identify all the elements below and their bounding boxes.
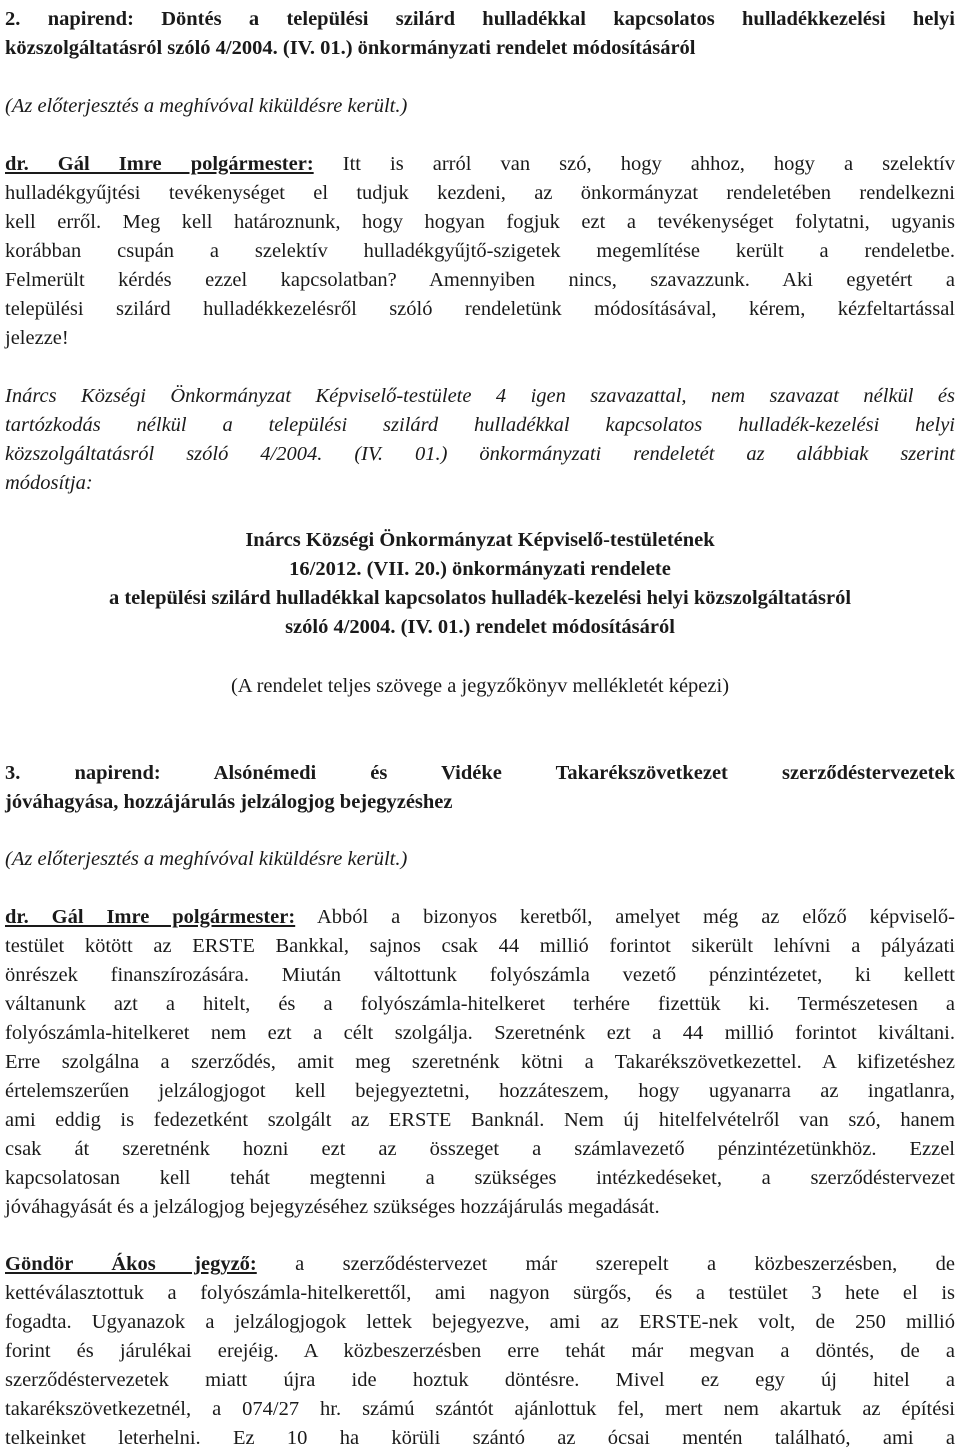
statement-line: szerződéstervezetek miatt újra ide hoztuk döntésre. Mivel ez egy új hitel a	[5, 1369, 955, 1391]
decree-line: 16/2012. (VII. 20.) önkormányzati rendelete	[289, 558, 671, 580]
statement-line: kell erről. Meg kell határoznunk, hogy hogyan fogjuk ezt a tevékenységet folytatni, ugyanis	[5, 211, 955, 233]
heading-line: közszolgáltatásról szóló 4/2004. (IV. 01.) önkormányzati rendelet módosításáról	[5, 37, 696, 59]
statement-line: csak át szeretnénk hozni ezt az összeget a számlavezető pénzintézetünkhöz. Ezzel	[5, 1138, 955, 1160]
submission-note: (Az előterjesztés a meghívóval kiküldésre került.)	[5, 848, 408, 870]
statement-line: Felmerült kérdés ezzel kapcsolatban? Amennyiben nincs, szavazzunk. Aki egyetért a	[5, 269, 955, 291]
statement-line: forint és járulékai erejéig. A közbeszerzésben erre tehát már megvan a döntés, de a	[5, 1340, 955, 1362]
agenda-item-2-heading	[5, 5, 955, 63]
statement-line: váltanunk azt a hitelt, és a folyószámla-hitelkeret terhére fizettük ki. Természetesen a	[5, 993, 955, 1015]
statement-text: Abból a bizonyos keretből, amelyet még az előző képviselő-	[295, 906, 956, 928]
statement-line: jelezze!	[5, 327, 69, 349]
statement-line: ami eddig is fedezetként szolgált az ERSTE Banknál. Nem új hitelfelvételről van szó, hanem	[5, 1109, 955, 1131]
annex-note: (A rendelet teljes szövege a jegyzőkönyv mellékletét képezi)	[230, 675, 730, 697]
vote-line: tartózkodás nélkül a települési szilárd hulladékkal kapcsolatos hulladék-kezelési helyi	[5, 414, 955, 436]
heading-line: 2. napirend: Döntés a települési szilárd hulladékkal kapcsolatos hulladékkezelési helyi	[5, 8, 955, 30]
decree-title	[5, 526, 955, 642]
statement-line: hulladékgyűjtési tevékenységet el tudjuk kezdeni, az önkormányzat rendeletében rendelkezni	[5, 182, 955, 204]
statement-line: értelemszerűen jelzálogjogot kell bejegyeztetni, hozzáteszem, hogy ugyanarra az ingatlanra,	[5, 1080, 955, 1102]
speaker-name: dr. Gál Imre polgármester:	[5, 906, 296, 928]
vote-line: közszolgáltatásról szóló 4/2004. (IV. 01.) önkormányzati rendeletét az alábbiak szerint	[5, 443, 955, 465]
statement-line: jóváhagyását és a jelzálogjog bejegyzéséhez szükséges hozzájárulás megadását.	[5, 1196, 660, 1218]
statement-line: takarékszövetkezetnél, a 074/27 hr. számú szántót ajánlottuk fel, mert nem akartuk az építési	[5, 1398, 955, 1420]
statement-line: testület kötött az ERSTE Bankkal, sajnos csak 44 millió forintot sikerült lehívni a pályázati	[5, 935, 955, 957]
speaker-name: dr. Gál Imre polgármester:	[5, 153, 314, 175]
decree-line: Inárcs Községi Önkormányzat Képviselő-testületének	[245, 529, 715, 551]
statement-line: kapcsolatosan kell tehát megtenni a szükséges intézkedéseket, a szerződéstervezet	[5, 1167, 955, 1189]
heading-line: 3. napirend: Alsónémedi és Vidéke Takarékszövetkezet szerződéstervezetek	[5, 762, 955, 784]
heading-line: jóváhagyása, hozzájárulás jelzálogjog bejegyzéshez	[5, 791, 453, 813]
agenda-item-3-heading	[5, 759, 955, 817]
submission-note: (Az előterjesztés a meghívóval kiküldésre került.)	[5, 95, 408, 117]
statement-line: kettéválasztottuk a folyószámla-hitelkerettől, ami nagyon sürgős, és a testület 3 hete el is	[5, 1282, 955, 1304]
decree-line: a települési szilárd hulladékkal kapcsolatos hulladék-kezelési helyi közszolgáltatásról	[108, 587, 852, 609]
statement-line: Erre szolgálna a szerződés, amit meg szeretnénk kötni a Takarékszövetkezettel. A kifizetéshez	[5, 1051, 955, 1073]
statement-line: folyószámla-hitelkeret nem ezt a célt szolgálja. Szeretnénk ezt a 44 millió forintot kiváltani.	[5, 1022, 955, 1044]
statement-line: fogadta. Ugyanazok a jelzálogjogok lettek bejegyezve, ami az ERSTE-nek volt, de 250 millió	[5, 1311, 955, 1333]
mayor-statement	[5, 903, 955, 1222]
speaker-name: Göndör Ákos jegyző:	[5, 1253, 257, 1275]
statement-text: a szerződéstervezet már szerepelt a közbeszerzésben, de	[256, 1253, 956, 1275]
statement-line: önrészek finanszírozására. Miután váltottunk folyószámla vezető pénzintézetet, ki kellett	[5, 964, 955, 986]
decree-line: szóló 4/2004. (IV. 01.) rendelet módosításáról	[285, 616, 675, 638]
statement-line: telkeinket leterhelni. Ez 10 ha körüli szántó az ócsai mentén található, ami a	[5, 1427, 955, 1449]
vote-line: módosítja:	[5, 472, 93, 494]
mayor-statement	[5, 150, 955, 353]
statement-line: települési szilárd hulladékkezelésről szóló rendeletünk módosításával, kérem, kézfeltartással	[5, 298, 955, 320]
statement-text: Itt is arról van szó, hogy ahhoz, hogy a szelektív	[313, 153, 955, 175]
vote-result	[5, 382, 955, 498]
notary-statement	[5, 1250, 955, 1453]
vote-line: Inárcs Községi Önkormányzat Képviselő-testülete 4 igen szavazattal, nem szavazat nélkül és	[5, 385, 955, 407]
statement-line: korábban csupán a szelektív hulladékgyűjtő-szigetek megemlítése került a rendeletbe.	[5, 240, 955, 262]
